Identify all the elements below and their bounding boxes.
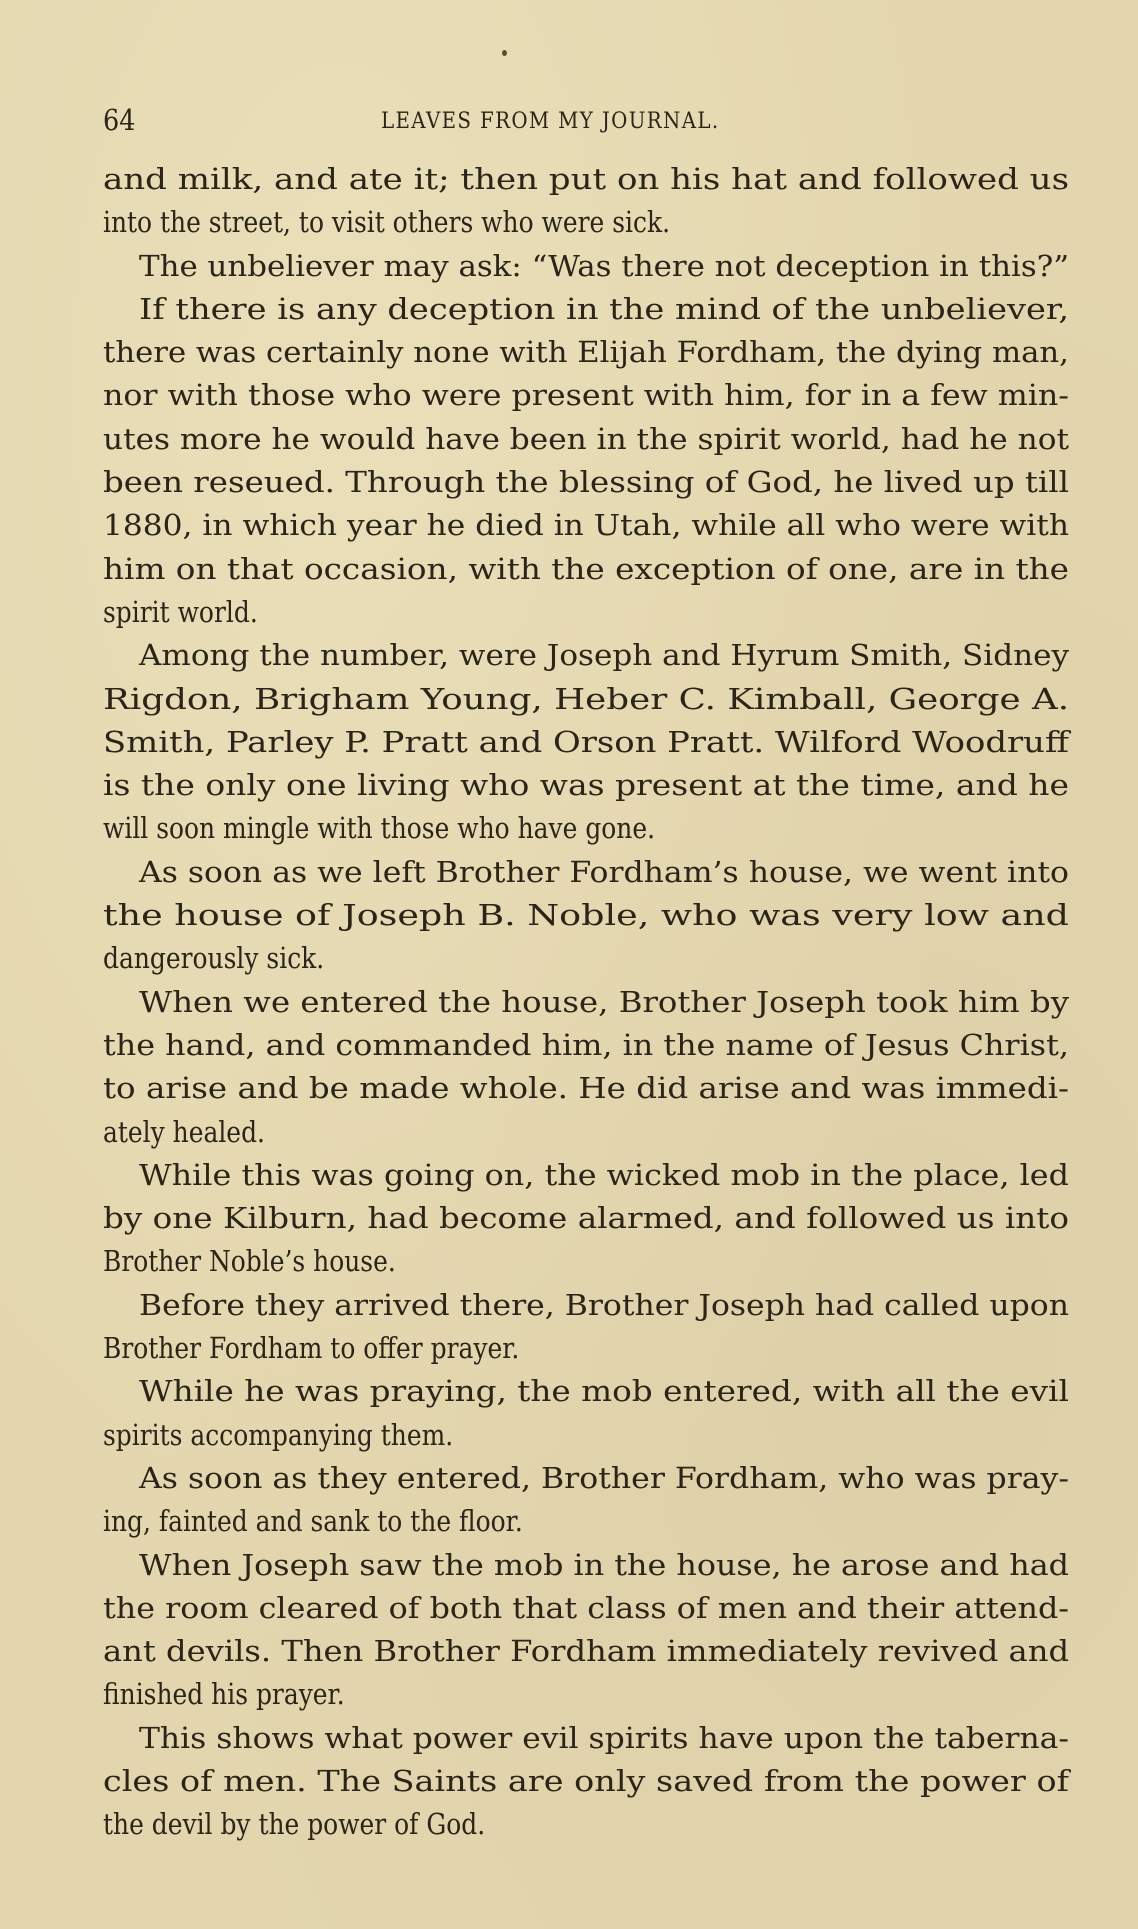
text-line-content: will soon mingle with those who have gone. — [103, 811, 656, 846]
text-line — [103, 721, 1069, 764]
print-speck — [502, 50, 507, 56]
text-line-content: Smith, Parley P. Pratt and Orson Pratt. Wilford Woodruff — [103, 724, 1070, 759]
text-line-content: Rigdon, Brigham Young, Heber C. Kimball, George A. — [103, 681, 1070, 716]
text-line-content: him on that occasion, with the exception of one, are in the — [103, 551, 1069, 586]
text-line — [103, 1284, 1069, 1327]
text-line — [103, 461, 1069, 504]
text-line-content: there was certainly none with Elijah Fordham, the dying man, — [103, 335, 1069, 370]
text-line — [103, 1673, 1069, 1716]
text-line-content: When we entered the house, Brother Joseph took him by — [138, 984, 1069, 1019]
text-line-content: As soon as we left Brother Fordham’s house, we went into — [138, 854, 1069, 889]
text-line-content: If there is any deception in the mind of the unbeliever, — [138, 291, 1070, 326]
text-line — [103, 331, 1069, 374]
text-line — [103, 1111, 1069, 1154]
text-line-content: the devil by the power of God. — [103, 1807, 486, 1842]
text-line-content: the house of Joseph B. Noble, who was very low and — [103, 898, 1070, 933]
text-line-content: the room cleared of both that class of men and their attend- — [103, 1590, 1070, 1625]
text-line — [103, 1587, 1069, 1630]
text-line-content: dangerously sick. — [103, 941, 325, 976]
text-line — [103, 504, 1069, 547]
text-line-content: The unbeliever may ask: “Was there not deception in this?” — [138, 248, 1070, 283]
text-line — [103, 591, 1069, 634]
text-line-content: ant devils. Then Brother Fordham immediately revived and — [103, 1634, 1070, 1669]
text-line — [103, 1500, 1069, 1543]
text-line-content: cles of men. The Saints are only saved from the power of — [103, 1763, 1070, 1798]
text-line-content: As soon as they entered, Brother Fordham, who was pray- — [139, 1460, 1070, 1495]
text-line — [103, 1760, 1069, 1803]
text-line-content: While he was praying, the mob entered, with all the evil — [138, 1374, 1069, 1409]
text-line-content: into the street, to visit others who were sick. — [103, 205, 671, 240]
text-line — [103, 418, 1069, 461]
text-line — [103, 1197, 1069, 1240]
text-line — [103, 548, 1069, 591]
text-line — [103, 981, 1069, 1024]
text-line-content: Brother Noble’s house. — [103, 1244, 396, 1279]
text-line-content: to arise and be made whole. He did arise and was immedi- — [103, 1071, 1070, 1106]
text-line-content: nor with those who were present with him, for in a few min- — [103, 378, 1070, 413]
text-line-content: is the only one living who was present at the time, and he — [103, 768, 1070, 803]
text-line — [103, 1717, 1069, 1760]
text-line-content: utes more he would have been in the spirit world, had he not — [103, 421, 1069, 456]
text-line — [103, 634, 1069, 677]
text-line — [103, 158, 1069, 201]
text-line — [103, 807, 1069, 850]
text-line-content: by one Kilburn, had become alarmed, and followed us into — [103, 1201, 1070, 1236]
text-line — [103, 1414, 1069, 1457]
text-line — [103, 1457, 1069, 1500]
text-line — [103, 1024, 1069, 1067]
text-line-content: While this was going on, the wicked mob in the place, led — [138, 1157, 1069, 1192]
text-line-content: spirits accompanying them. — [103, 1417, 454, 1452]
text-line-content: This shows what power evil spirits have upon the taberna- — [139, 1720, 1069, 1755]
text-line-content: spirit world. — [103, 594, 258, 629]
text-line-content: Before they arrived there, Brother Joseph had called upon — [138, 1287, 1069, 1322]
text-line — [103, 1067, 1069, 1110]
text-line — [103, 374, 1069, 417]
text-line-content: When Joseph saw the mob in the house, he arose and had — [138, 1547, 1070, 1582]
text-line-content: ing, fainted and sank to the floor. — [103, 1504, 523, 1539]
text-line-content: and milk, and ate it; then put on his hat and followed us — [103, 162, 1070, 196]
text-line — [103, 937, 1069, 980]
text-line-content: Brother Fordham to offer prayer. — [103, 1331, 520, 1366]
text-line-content: the hand, and commanded him, in the name of Jesus Christ, — [103, 1027, 1069, 1062]
text-line — [103, 1803, 1069, 1846]
text-line — [103, 201, 1069, 244]
body-text — [103, 158, 1069, 1847]
text-line — [103, 1154, 1069, 1197]
text-line-content: finished his prayer. — [103, 1677, 345, 1712]
text-line — [103, 245, 1069, 288]
text-line — [103, 1327, 1069, 1370]
text-line — [103, 894, 1069, 937]
text-line — [103, 1630, 1069, 1673]
text-line — [103, 1544, 1069, 1587]
text-line-content: Among the number, were Joseph and Hyrum Smith, Sidney — [138, 638, 1070, 673]
text-line-content: 1880, in which year he died in Utah, while all who were with — [103, 508, 1069, 543]
text-line — [103, 678, 1069, 721]
text-line — [103, 1370, 1069, 1413]
text-line — [103, 764, 1069, 807]
text-line-content: ately healed. — [103, 1114, 265, 1149]
text-line-content: been reseued. Through the blessing of God, he lived up till — [103, 465, 1070, 500]
text-line — [103, 288, 1069, 331]
page-number: 64 — [103, 103, 136, 137]
running-title: LEAVES FROM MY JOURNAL. — [381, 109, 720, 134]
running-head — [103, 103, 1069, 139]
text-line — [103, 1240, 1069, 1283]
text-line — [103, 851, 1069, 894]
